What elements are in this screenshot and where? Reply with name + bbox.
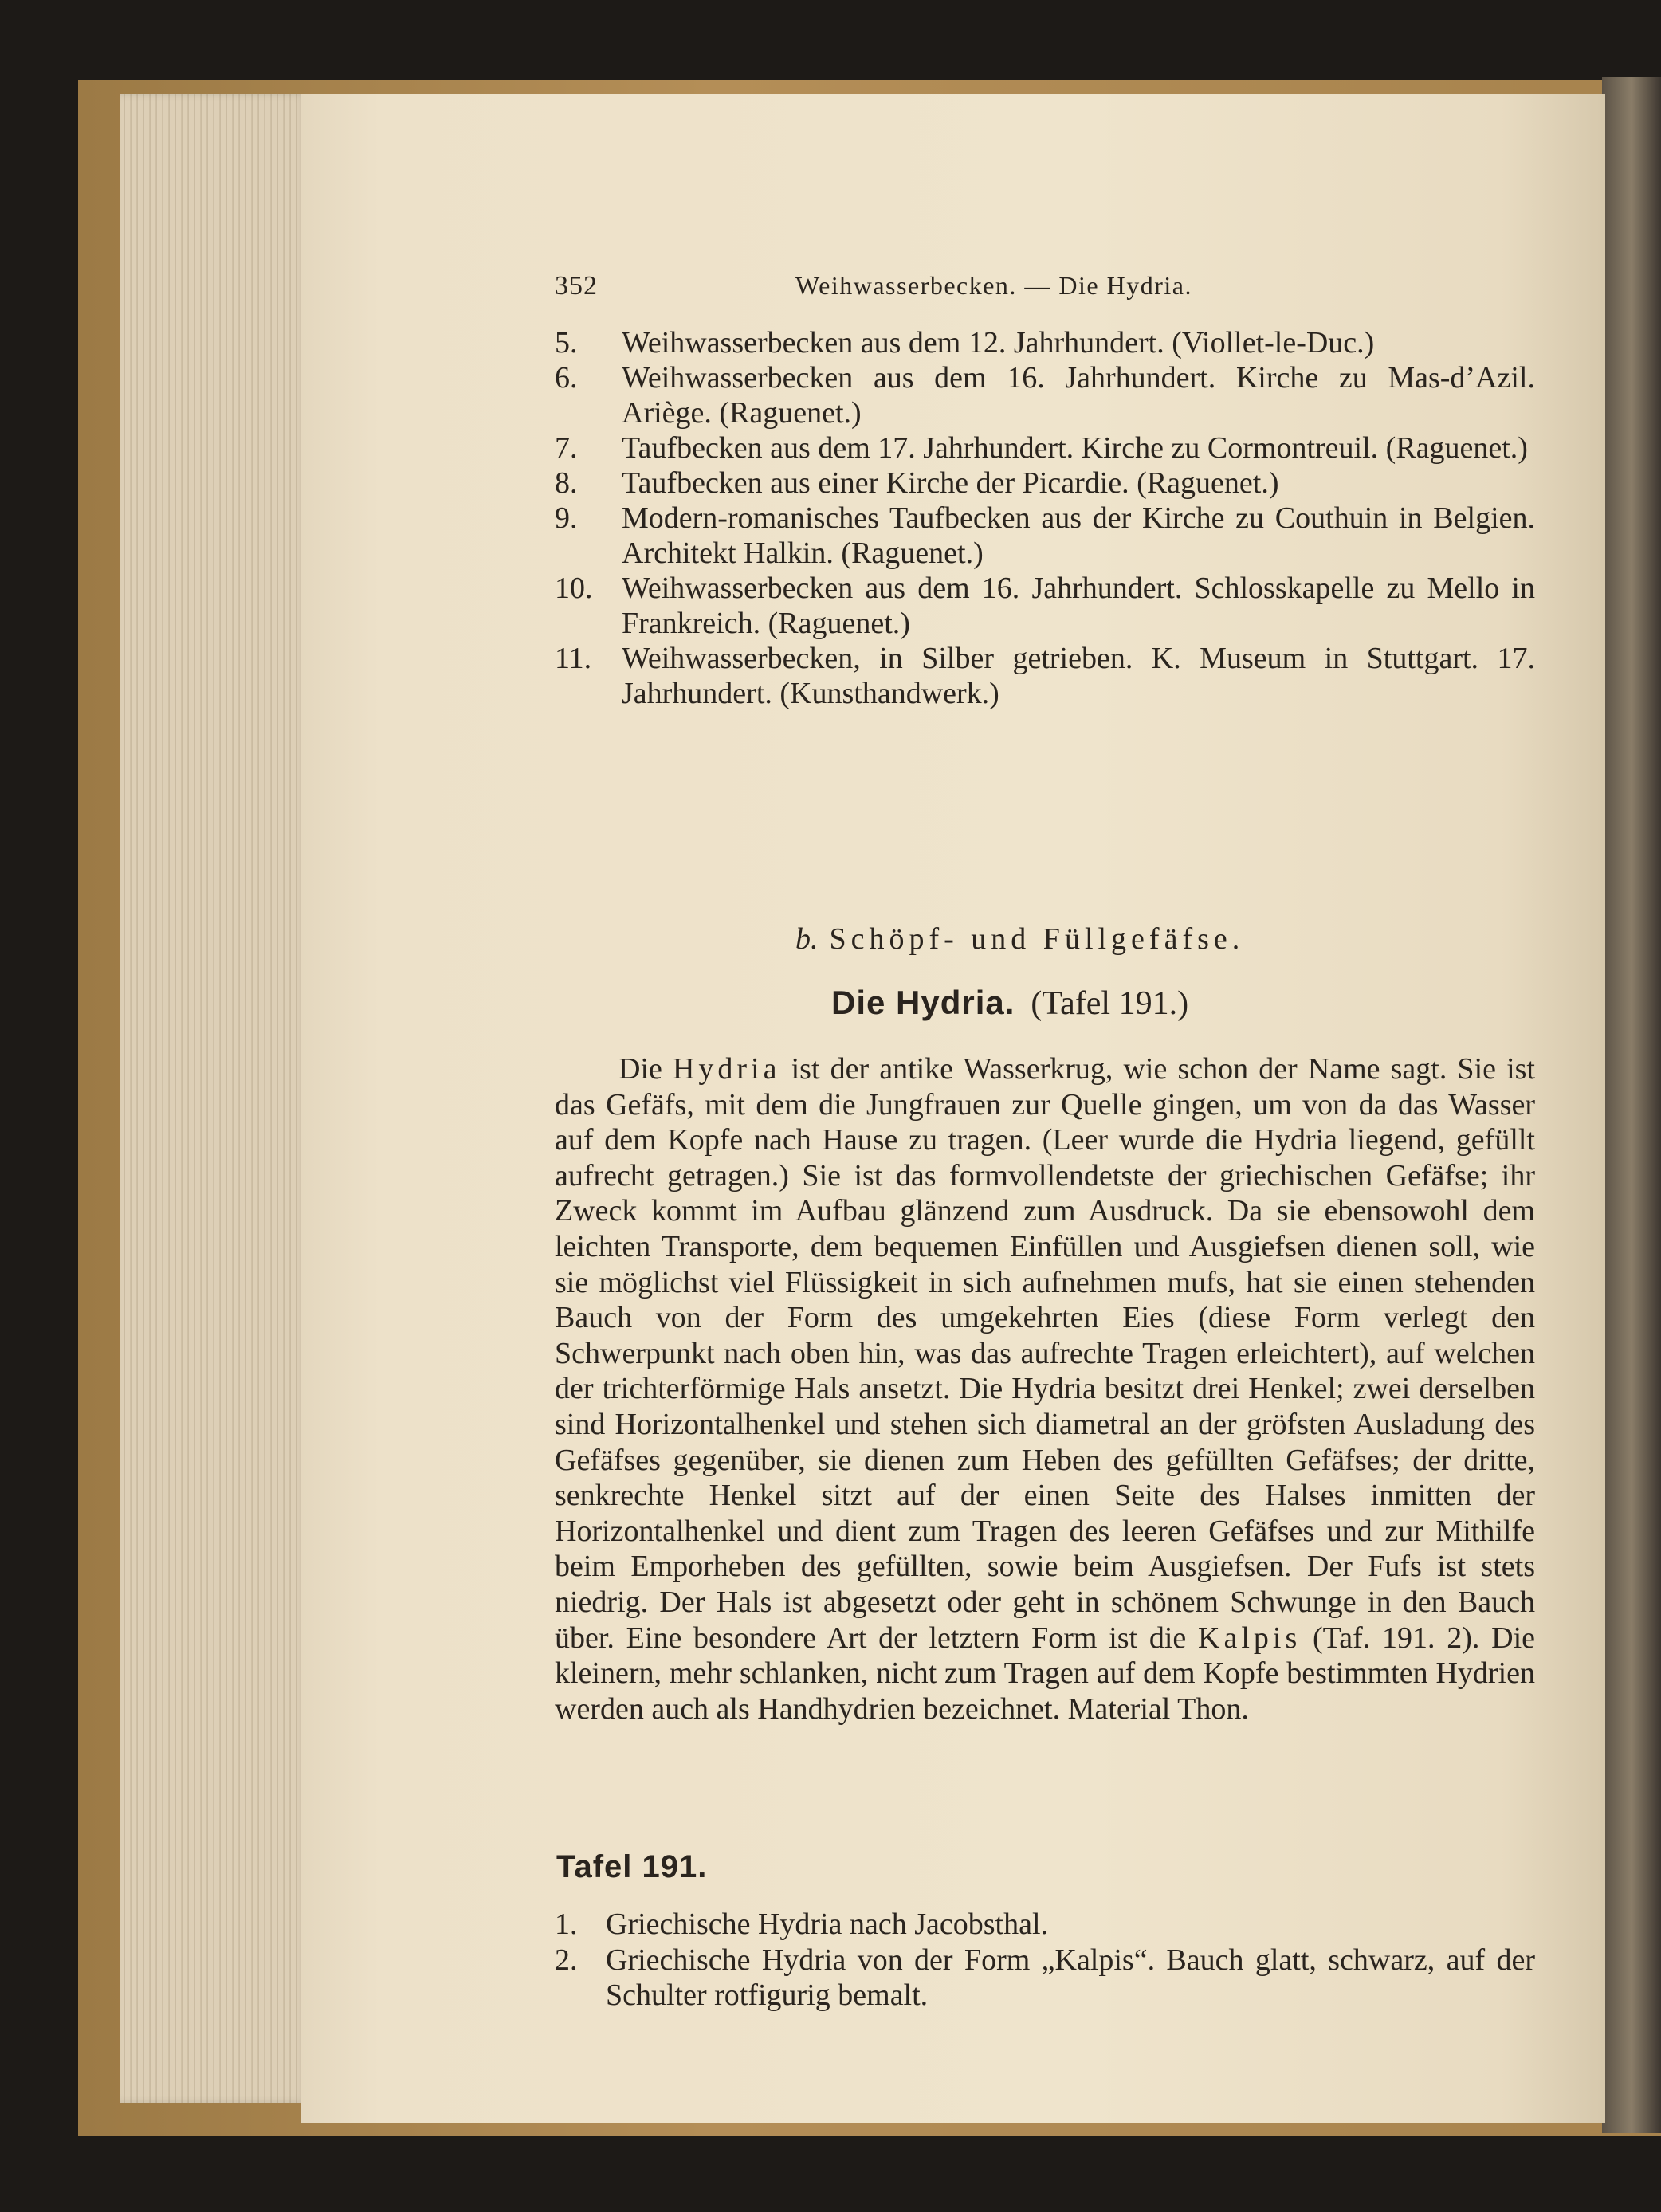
item-number: 2.: [555, 1943, 578, 1977]
item-number: 5.: [555, 326, 578, 359]
item-text: Taufbecken aus einer Kirche der Picardie. (Raguenet.): [622, 466, 1279, 500]
subsection-heading: [795, 921, 1244, 957]
section-title: Die Hydria.: [831, 984, 1015, 1021]
list-item: [555, 325, 1535, 360]
item-number: 10.: [555, 572, 593, 605]
list-item: [555, 1907, 1535, 1943]
item-text: Modern-romanisches Taufbecken aus der Kirche zu Couthuin in Belgien. Architekt Halkin. (Raguenet.): [622, 501, 1535, 570]
plate-list: [555, 1907, 1535, 2014]
body-text-end: (Taf. 191. 2). Die kleinern, mehr schlanken, nicht zum Tragen auf dem Kopfe bestimmten Hydrien werden auch als Handhydrien bezeichnet. Material Thon.: [555, 1621, 1536, 1726]
running-head: Weihwasserbecken. — Die Hydria.: [795, 271, 1192, 300]
item-text: Weihwasserbecken, in Silber getrieben. K. Museum in Stuttgart. 17. Jahrhundert. (Kunsthandwerk.): [622, 642, 1535, 710]
list-item: [555, 466, 1535, 501]
subsection-title: Schöpf- und Füllgefäfse.: [829, 922, 1245, 956]
body-text-start: Die: [618, 1052, 662, 1086]
item-number: 8.: [555, 466, 578, 500]
item-text: Griechische Hydria nach Jacobsthal.: [606, 1908, 1049, 1941]
item-text: Weihwasserbecken aus dem 16. Jahrhundert. Schlosskapelle zu Mello in Frankreich. (Raguenet.): [622, 572, 1535, 640]
item-number: 7.: [555, 431, 578, 465]
item-number: 9.: [555, 501, 578, 535]
item-text: Griechische Hydria von der Form „Kalpis“. Bauch glatt, schwarz, auf der Schulter rotfigurig bemalt.: [606, 1943, 1535, 2013]
item-text: Taufbecken aus dem 17. Jahrhundert. Kirche zu Cormontreuil. (Raguenet.): [622, 431, 1528, 465]
book-page: [301, 94, 1605, 2123]
body-paragraph: [555, 1051, 1535, 1727]
subsection-letter: b.: [795, 922, 819, 956]
item-text: Weihwasserbecken aus dem 16. Jahrhundert. Kirche zu Mas-d’Azil. Ariège. (Raguenet.): [622, 361, 1535, 430]
section-heading: [831, 984, 1188, 1023]
list-item: [555, 1943, 1535, 2014]
plate-reference: (Tafel 191.): [1031, 985, 1189, 1022]
item-number: 11.: [555, 642, 592, 675]
next-page-edge: [1602, 77, 1661, 2133]
term-kalpis: Kalpis: [1198, 1621, 1302, 1655]
item-number: 6.: [555, 361, 578, 395]
list-item: [555, 571, 1535, 641]
page-block-edges: [120, 94, 308, 2103]
body-text-main: ist der antike Wasserkrug, wie schon der Name sagt. Sie ist das Gefäfs, mit dem die Jungfrauen zur Quelle gingen, um von da das Wasser auf dem Kopfe nach Hause zu tragen. (Leer wurde die Hydria liegend, gefüllt aufrecht getragen.) Sie ist das formvollendetste der griechischen Gefäfse; ihr Zweck kommt im Aufbau glänzend zum Ausdruck. Da sie ebensowohl dem leichten Transporte, dem bequemen Einfüllen und Ausgiefsen dienen soll, wie sie möglichst viel Flüssigkeit in sich aufnehmen mufs, hat sie einen stehenden Bauch von der Form des umgekehrten Eies (diese Form verlegt den Schwerpunkt nach oben hin, was das aufrechte Tragen erleichtert), auf welchen der trichterförmige Hals ansetzt. Die Hydria besitzt drei Henkel; zwei derselben sind Horizontalhenkel und stehen sich diametral an der gröfsten Ausladung des Gefäfses gegenüber, sie dienen zum Heben des gefüllten Gefäfses; der dritte, senkrechte Henkel sitzt auf der einen Seite des Halses inmitten der Horizontalhenkel und dient zum Tragen des leeren Gefäfses und zur Mithilfe beim Emporheben des gefüllten, sowie beim Ausgiefsen. Der Fufs ist stets niedrig. Der Hals ist abgesetzt oder geht in schönem Schwunge in den Bauch über. Eine besondere Art der letztern Form ist die: [555, 1052, 1535, 1655]
list-item: [555, 360, 1535, 430]
plate-heading: Tafel 191.: [556, 1849, 708, 1884]
item-number: 1.: [555, 1908, 578, 1941]
list-item: [555, 501, 1535, 571]
item-text: Weihwasserbecken aus dem 12. Jahrhundert. (Viollet-le-Duc.): [622, 326, 1375, 359]
page-number: 352: [555, 271, 598, 301]
list-item: [555, 430, 1535, 466]
figure-list-upper: [555, 325, 1535, 711]
list-item: [555, 641, 1535, 711]
term-hydria: Hydria: [672, 1052, 781, 1086]
